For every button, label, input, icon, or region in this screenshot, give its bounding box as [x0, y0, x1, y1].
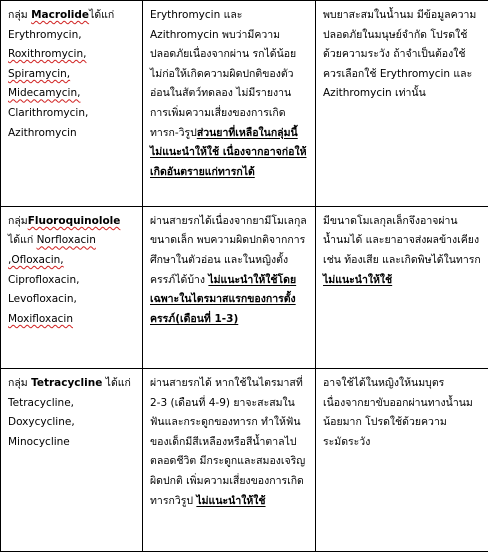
- effect-text: ผ่านสายรกได้เนื่องจากยามีโมเลกุลขนาดเล็ก พบความผิดปกติจากการศึกษาในตัวอ่อน และในหญิงตั้งครรภ์ได้บ้าง: [150, 214, 307, 286]
- pregnancy-effect-cell: [143, 206, 316, 368]
- table-row: [1, 1, 488, 207]
- drug-name: Minocycline: [8, 435, 70, 448]
- group-name: Macrolide: [31, 9, 90, 21]
- lactation-advice-cell: [316, 1, 488, 207]
- drug-name: Spiramycin,: [8, 67, 71, 80]
- pregnancy-effect-cell: [143, 369, 316, 552]
- drug-name: Erythromycin,: [8, 28, 82, 41]
- advice-text: พบยาสะสมในน้ำนม มีข้อมูลความปลอดภัยในมนุษย์จำกัด โปรดใช้ด้วยความระวัง ถ้าจำเป็นต้องใช้ ควรเลือกใช้ Erythromycin และ Azithromycin เท่านั้น: [323, 9, 477, 100]
- drug-name: Tetracycline,: [8, 396, 75, 409]
- group-name: Tetracycline: [31, 377, 103, 390]
- drug-name: Ciprofloxacin,: [8, 273, 80, 286]
- group-suffix: ได้แก่: [102, 377, 131, 390]
- effect-emphasis: ส่วนยาที่เหลือในกลุ่มนี้ไม่แนะนำให้ใช้ เนื่องจากอาจก่อให้เกิดอันตรายแก่ทารกได้: [150, 126, 307, 178]
- advice-emphasis: ไม่แนะนำให้ใช้: [323, 273, 393, 286]
- drug-name: Clarithromycin,: [8, 106, 89, 119]
- effect-emphasis: ไม่แนะนำให้ใช้: [196, 494, 266, 507]
- effect-text: ผ่านสายรกได้ หากใช้ในไตรมาสที่ 2-3 (เดือนที่ 4-9) ยาจะสะสมในฟันและกระดูกของทารก ทำให้ฟันของเด็กมีสีเหลืองหรือสีน้ำตาลไปตลอดชีวิต มีกระดูกและสมองเจริญผิดปกติ เพิ่มความเสี่ยงของการเกิดทารกวิรูป: [150, 377, 306, 507]
- group-lead: ได้แก่: [8, 234, 37, 247]
- group-suffix: ได้แก่: [89, 9, 115, 21]
- advice-text: อาจใช้ได้ในหญิงให้นมบุตร เนื่องจากยาขับออกผ่านทางน้ำนมน้อยมาก โปรดใช้ด้วยความระมัดระวัง: [323, 377, 473, 448]
- group-prefix: กลุ่ม: [8, 9, 32, 21]
- drug-name: Midecamycin,: [8, 87, 81, 100]
- drug-group-cell: [1, 1, 143, 207]
- pregnancy-effect-cell: [143, 1, 316, 207]
- drug-group-cell: [1, 369, 143, 552]
- effect-emphasis: ไม่แนะนำให้ใช้โดยเฉพาะในไตรมาสแรกของการตั้งครรภ์(เดือนที่ 1-3): [150, 273, 297, 325]
- advice-text: มีขนาดโมเลกุลเล็กจึงอาจผ่านน้ำนมได้ และยาอาจส่งผลข้างเคียง เช่น ท้องเสีย และเกิดพิษได้ในทารก: [323, 214, 481, 267]
- table-row: [1, 206, 488, 368]
- lactation-advice-cell: [316, 369, 488, 552]
- drug-name: Norfloxacin: [36, 234, 96, 247]
- group-prefix: กลุ่ม: [8, 214, 28, 227]
- group-name: Fluoroquinolole: [27, 214, 121, 227]
- lactation-advice-cell: [316, 206, 488, 368]
- drug-group-cell: [1, 206, 143, 368]
- drug-name: Moxifloxacin: [8, 312, 73, 325]
- table-row: [1, 369, 488, 552]
- effect-text: Erythromycin และ Azithromycin พบว่ามีความปลอดภัยเนื่องจากผ่าน รกได้น้อย ไม่ก่อให้เกิดความผิดปกติของตัวอ่อนในสัตว์ทดลอง ไม่มีรายงานการเพิ่มความเสี่ยงของการเกิดทารก-วิรูป: [150, 9, 297, 139]
- drug-name: Roxithromycin,: [8, 48, 87, 61]
- drug-name: ,Ofloxacin,: [8, 254, 64, 267]
- group-prefix: กลุ่ม: [8, 377, 32, 390]
- drug-name: Levofloxacin,: [8, 293, 77, 306]
- drug-name: Doxycycline,: [8, 416, 75, 429]
- drug-name: Azithromycin: [8, 126, 77, 139]
